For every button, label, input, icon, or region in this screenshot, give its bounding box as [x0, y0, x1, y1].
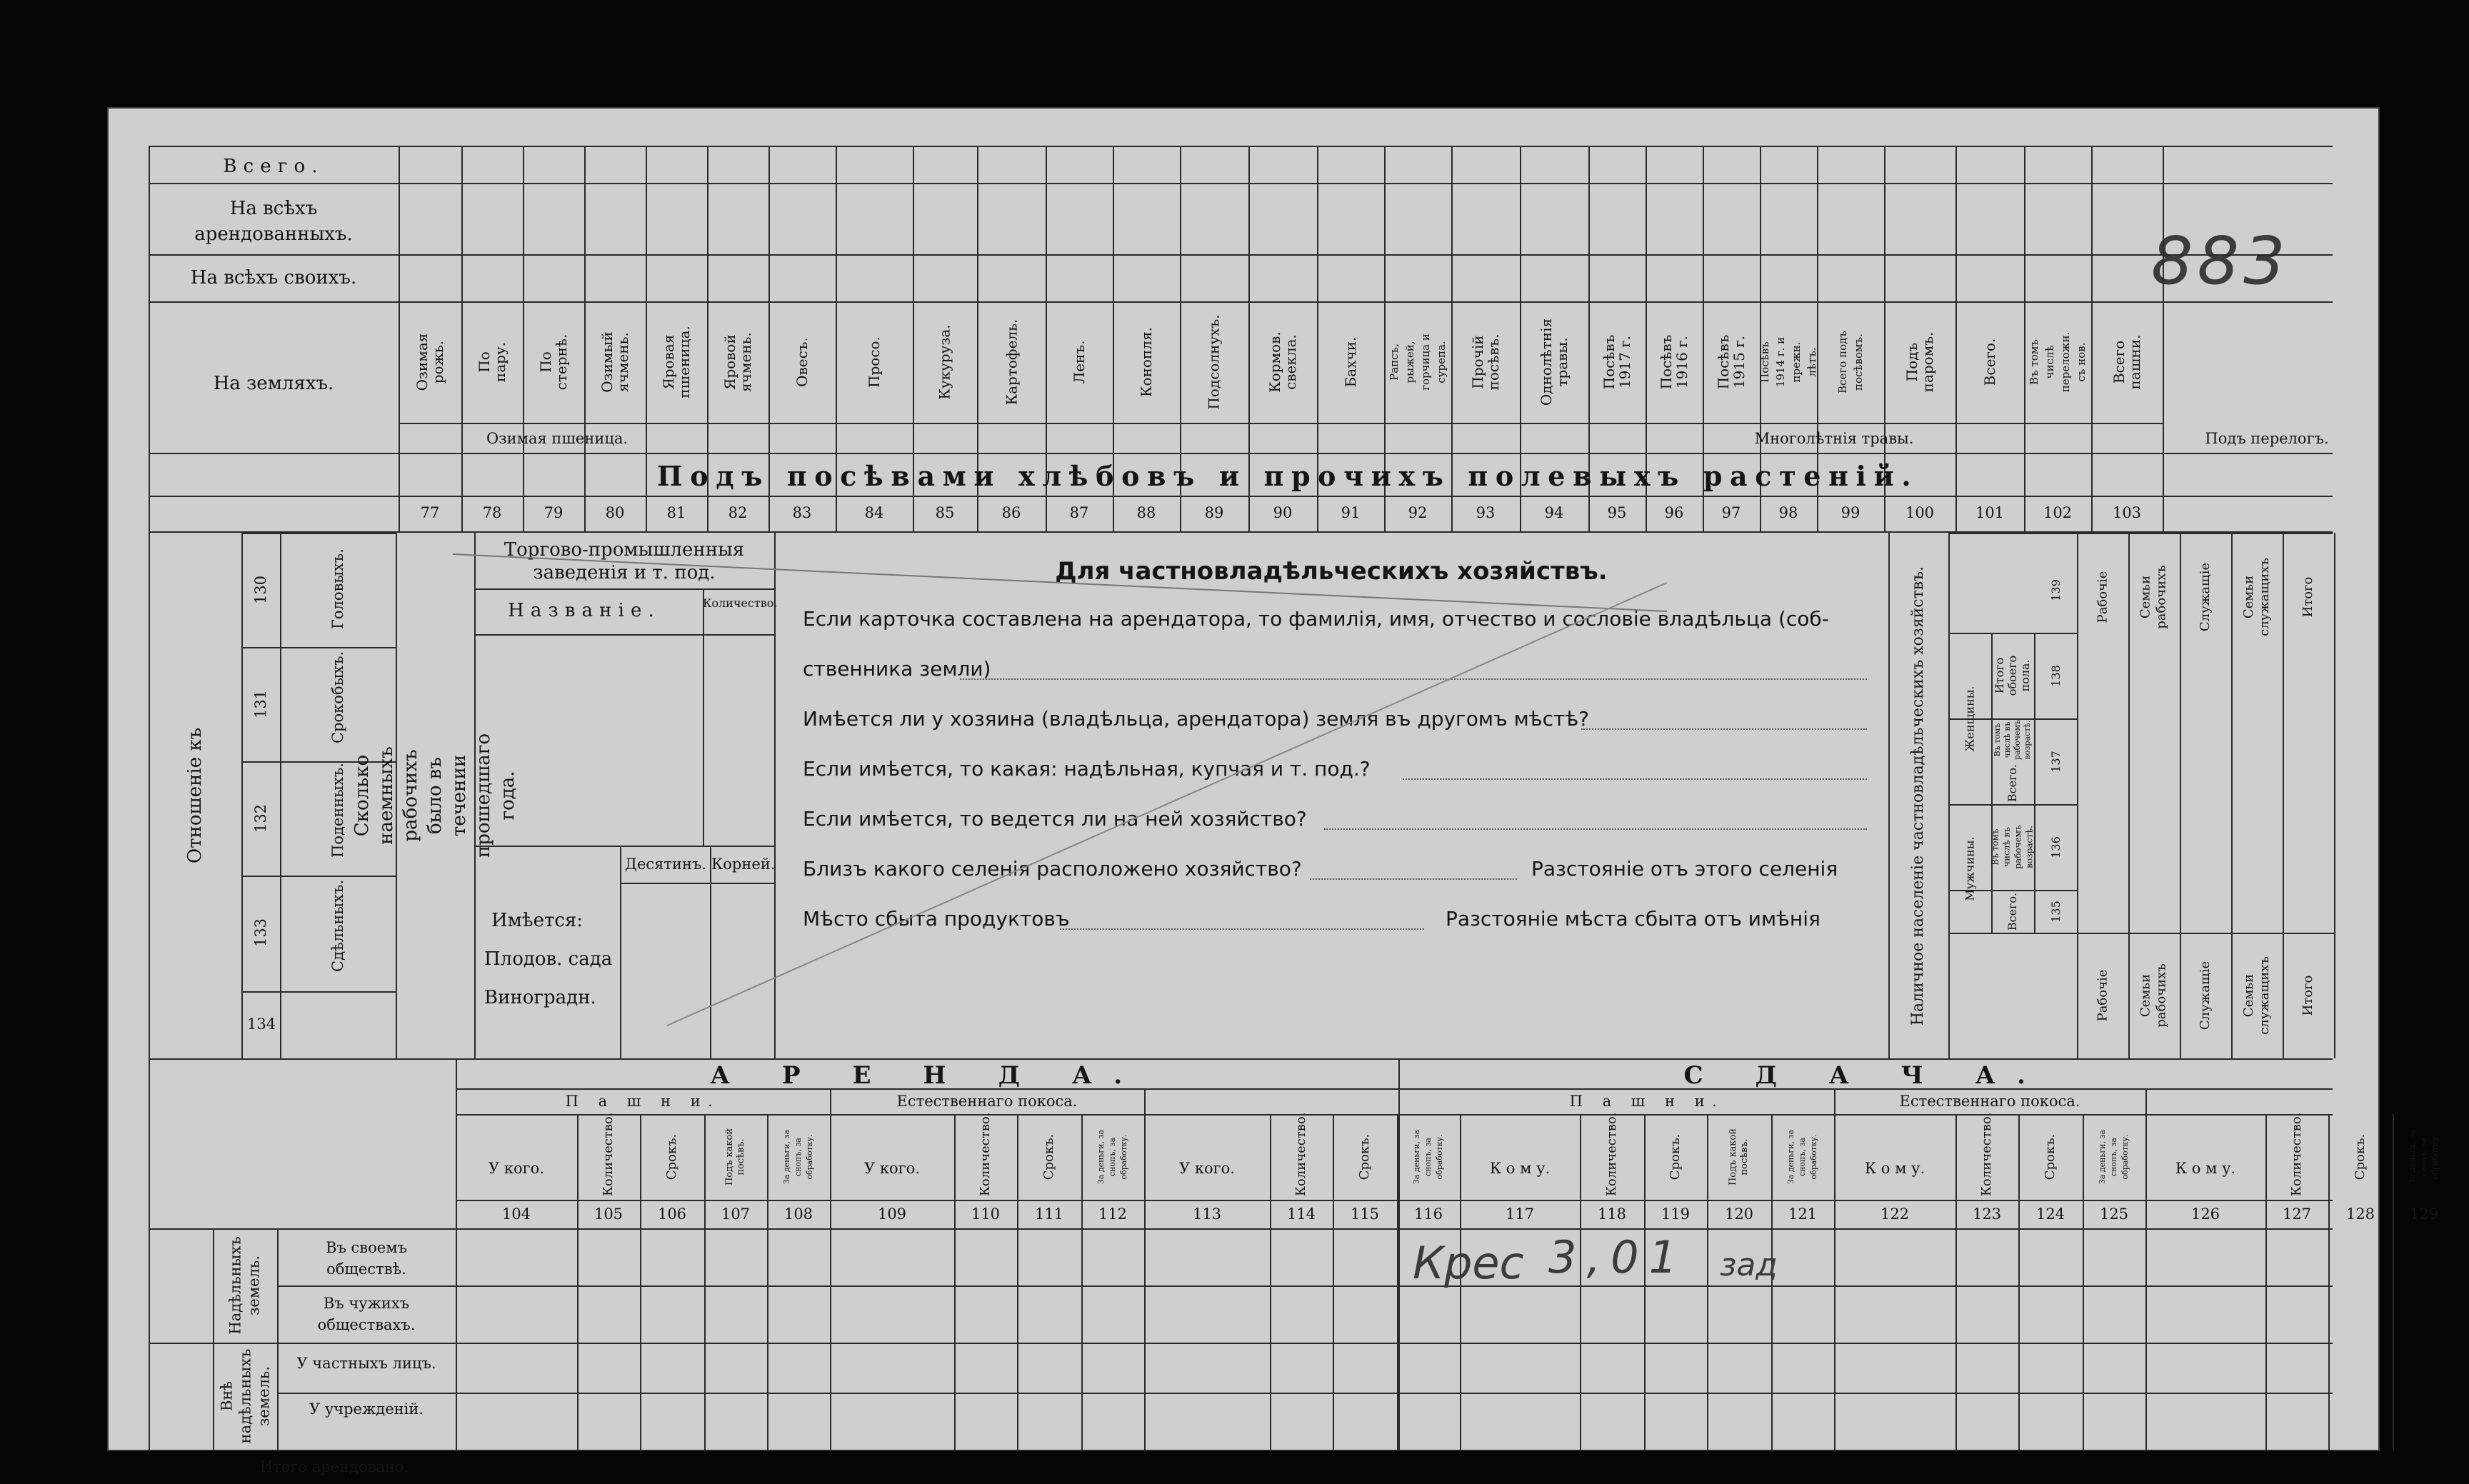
- crop-col-102-num: 102: [2043, 504, 2073, 521]
- crop-col-85-num: 85: [935, 504, 955, 521]
- crop-col-89-label: Подсолнухъ.: [1206, 314, 1223, 410]
- lease-col-128-label: Срокъ.: [2353, 1133, 2368, 1180]
- crop-col-103-num: 103: [2112, 504, 2142, 521]
- worker-col-131-label: Срокобыхъ.: [329, 651, 346, 743]
- crop-col-79-num: 79: [544, 504, 564, 521]
- lease-col-121-label: За деньги, за снопъ, за обработку.: [1786, 1129, 1818, 1185]
- lease-col-104-label: У кого.: [489, 1160, 544, 1177]
- trade-title: Торгово-промышленныя заведенія и т. под.: [504, 539, 745, 583]
- imeetsya-label: Имѣется:: [491, 910, 584, 931]
- lease-col-108-label: За деньги, за снопъ, за обработку.: [782, 1129, 814, 1185]
- crop-col-94-label: Однолѣтнія травы.: [1538, 318, 1571, 406]
- crop-col-83-label: Овесъ.: [793, 337, 811, 387]
- lease-col-106-num: 106: [657, 1205, 687, 1223]
- private-title: Для частновладѣльческихъ хозяйствъ.: [1055, 557, 1608, 586]
- row-chuzhih-obshchestvah: Въ чужихъ обществахъ.: [317, 1295, 416, 1333]
- lease-col-112-num: 112: [1098, 1205, 1128, 1223]
- pop-cat-bottom-2: Служащіе: [2198, 961, 2213, 1031]
- crop-col-88-label: Конопля.: [1138, 327, 1155, 397]
- worker-col-132-num: 132: [252, 803, 269, 833]
- lease-col-109-label: У кого.: [864, 1160, 920, 1177]
- lease-col-125-label: За деньги, за снопъ, за обработку.: [2098, 1129, 2130, 1185]
- muzh-label: Мужчины.: [1963, 836, 1977, 901]
- pop-cat-bottom-1: Семьи рабочихъ: [2138, 963, 2170, 1028]
- lease-col-117-label: К о м у.: [1489, 1160, 1551, 1177]
- lease-col-123-num: 123: [1972, 1205, 2002, 1223]
- crop-col-82-label: Яровой ячмень.: [721, 332, 754, 392]
- lease-col-110-label: Количество.: [978, 1112, 993, 1196]
- crop-col-90-num: 90: [1273, 504, 1293, 521]
- crop-col-77-label: Озимая рожь.: [414, 333, 446, 391]
- crop-col-103-label: Всего пашни.: [2110, 334, 2143, 390]
- lease-columns: [456, 1088, 2440, 1450]
- vtom-label-2: Въ томъ числѣ въ рабочемъ возрастѣ.: [1993, 719, 2032, 761]
- row-svoem-obshchestve: Въ своемъ обществѣ.: [326, 1239, 407, 1278]
- crop-col-78-num: 78: [482, 504, 502, 521]
- row-uchrezhdeniy: У учрежденій.: [309, 1400, 424, 1418]
- lease-col-129-num: 129: [2409, 1205, 2439, 1223]
- otnoshenie-label: Отношеніе къ: [184, 727, 206, 864]
- lease-col-108-num: 108: [783, 1205, 813, 1223]
- lease-col-125-num: 125: [2099, 1205, 2129, 1223]
- pop-cat-top-0: Рабочіе: [2095, 571, 2110, 623]
- lease-table: [149, 1060, 2440, 1475]
- row-arendovannyh: На всѣхъ арендованныхъ.: [194, 198, 353, 245]
- lease-col-124-num: 124: [2035, 1205, 2065, 1223]
- vne-nadelnyh-group: Внѣ надѣльныхъ земель.: [218, 1348, 273, 1444]
- crop-col-95-num: 95: [1607, 504, 1627, 521]
- lease-subheader-3: Естественнаго покоса.: [1899, 1093, 2080, 1110]
- crop-col-95-label: Посѣвъ 1917 г.: [1601, 334, 1633, 390]
- crop-col-94-num: 94: [1544, 504, 1564, 521]
- trade-qty-header: Количество.: [703, 596, 778, 610]
- crop-col-100-label: Подъ паромъ.: [1903, 331, 1936, 393]
- pop-num-135: 135: [2048, 900, 2063, 923]
- pop-num-136: 136: [2048, 836, 2063, 858]
- skolko-label: Сколько наемныхъ рабочихъ было въ течении прошедшаго года.: [351, 733, 519, 858]
- q5b: Разстояніе отъ этого селенія: [1531, 857, 1838, 881]
- crop-col-98-label: Посѣвъ 1914 г. и прежн. лѣтъ.: [1758, 336, 1818, 388]
- row-chastnyh-lits: У частныхъ лицъ.: [296, 1355, 436, 1372]
- lease-col-105-label: Количество.: [601, 1112, 616, 1196]
- lease-col-127-label: Количество.: [2289, 1112, 2304, 1196]
- lease-subheader-0: П а ш н и.: [565, 1093, 721, 1110]
- lease-col-127-num: 127: [2282, 1205, 2312, 1223]
- crop-col-97-num: 97: [1721, 504, 1741, 521]
- lease-col-124-label: Срокъ.: [2043, 1133, 2058, 1180]
- lease-col-122-label: К о м у.: [1864, 1160, 1925, 1177]
- lease-col-107-label: Подъ какой посѣвъ.: [724, 1128, 746, 1186]
- crop-col-81-label: Яровая пшеница.: [660, 326, 693, 398]
- diagonal-stroke: [453, 554, 1667, 1026]
- worker-col-130-label: Головыхъ.: [329, 548, 346, 629]
- lease-col-120-num: 120: [1724, 1205, 1754, 1223]
- row-vsego: Всего.: [223, 156, 324, 177]
- crop-col-91-label: Бахчи.: [1342, 336, 1359, 388]
- entry-komu-handwritten: Крес: [1413, 1237, 1524, 1289]
- lease-col-126-num: 126: [2190, 1205, 2220, 1223]
- crop-col-89-num: 89: [1204, 504, 1224, 521]
- card-number-handwritten: 883: [2151, 223, 2290, 299]
- lease-col-115-label: Срокъ.: [1357, 1133, 1372, 1180]
- census-card: [107, 107, 2440, 1475]
- vtom-label-1: Въ томъ числѣ въ рабочемъ возрастѣ.: [1990, 825, 2035, 869]
- lease-col-114-num: 114: [1286, 1205, 1316, 1223]
- lease-col-112-label: За деньги, за снопъ, за обработку.: [1096, 1129, 1128, 1185]
- lease-subheader-2: П а ш н и.: [1569, 1093, 1725, 1110]
- crop-col-90-label: Кормов. свекла.: [1266, 331, 1299, 393]
- q6b: Разстояніе мѣста сбыта отъ имѣнія: [1446, 907, 1821, 931]
- crop-col-81-num: 81: [666, 504, 686, 521]
- crop-col-86-num: 86: [1001, 504, 1021, 521]
- vsego-label-1: Всего.: [2005, 892, 2020, 931]
- crop-col-97-label: Посѣвъ 1915 г.: [1715, 334, 1748, 390]
- row-itogo-arendovano: Итого арендовано.: [259, 1458, 409, 1475]
- q1a: Если карточка составлена на арендатора, то фамилія, имя, отчество и сословіе владѣльца (соб-: [803, 607, 1829, 631]
- crop-col-93-label: Прочій посѣвъ.: [1469, 334, 1502, 391]
- pop-cat-bottom-4: Итого: [2300, 975, 2315, 1016]
- crop-col-99-label: Всего подъ посѣвомъ.: [1836, 331, 1865, 393]
- lease-col-119-num: 119: [1661, 1205, 1691, 1223]
- desyatin-header: Десятинъ.: [624, 856, 707, 873]
- crop-col-86-label: Картофель.: [1003, 319, 1021, 406]
- lease-col-105-num: 105: [594, 1205, 623, 1223]
- pop-cat-bottom-0: Рабочіе: [2095, 969, 2110, 1022]
- population-title: Наличное населеніе частновладѣльческихъ хозяйствъ.: [1909, 566, 1928, 1026]
- entry-qty-handwritten: 3,01: [1548, 1231, 1688, 1283]
- lease-col-113-label: У кого.: [1179, 1160, 1235, 1177]
- lease-col-109-num: 109: [877, 1205, 907, 1223]
- lease-col-104-num: 104: [501, 1205, 531, 1223]
- lease-col-111-label: Срокъ.: [1041, 1133, 1056, 1180]
- worker-col-131-num: 131: [252, 689, 269, 719]
- q5: Близъ какого селенія расположено хозяйство?: [803, 857, 1302, 881]
- pop-num-138: 138: [2048, 664, 2063, 687]
- lease-col-129-label: За деньги, за снопъ, за обработку.: [2408, 1129, 2440, 1185]
- row-na-zemlyah: На земляхъ.: [213, 373, 334, 394]
- crop-col-84-label: Просо.: [866, 336, 883, 388]
- lease-col-122-num: 122: [1880, 1205, 1910, 1223]
- crop-col-92-num: 92: [1408, 504, 1428, 521]
- crop-col-80-num: 80: [605, 504, 625, 521]
- posevy-band: Подъ посѣвами хлѣбовъ и прочихъ полевыхъ растеній.: [656, 460, 1919, 492]
- zhen-label: Женщины.: [1963, 685, 1977, 752]
- lease-col-114-label: Количество.: [1293, 1112, 1308, 1196]
- crop-col-79-label: По стернѣ.: [537, 334, 570, 391]
- mnogolet-subheader: Многолѣтнія травы.: [1754, 430, 1914, 447]
- crop-col-100-num: 100: [1905, 504, 1935, 521]
- lease-col-116-num: 116: [1413, 1205, 1443, 1223]
- q1b: ственника земли): [803, 657, 991, 681]
- crop-col-88-num: 88: [1136, 504, 1156, 521]
- vinograd-label: Виноградн.: [484, 987, 596, 1008]
- pop-num-137: 137: [2048, 750, 2063, 773]
- middle-section: [149, 533, 2333, 1060]
- crop-col-93-num: 93: [1476, 504, 1496, 521]
- lease-subheader-1: Естественнаго покоса.: [896, 1093, 1078, 1110]
- q4: Если имѣется, то ведется ли на ней хозяйство?: [803, 807, 1307, 831]
- lease-col-120-label: Подъ какой посѣвъ.: [1728, 1128, 1750, 1186]
- q3: Если имѣется, то какая: надѣльная, купчая и т. под.?: [803, 757, 1371, 781]
- entry-term-handwritten: зад: [1720, 1247, 1778, 1283]
- q6: Мѣсто сбыта продуктовъ: [803, 907, 1070, 931]
- pop-cat-top-4: Итого: [2300, 576, 2315, 618]
- num-134: 134: [247, 1016, 276, 1033]
- crop-col-82-num: 82: [728, 504, 748, 521]
- lease-col-118-num: 118: [1597, 1205, 1627, 1223]
- pop-cat-top-2: Служащіе: [2198, 562, 2213, 632]
- lease-col-111-num: 111: [1034, 1205, 1064, 1223]
- worker-col-133-num: 133: [252, 918, 269, 948]
- pop-cat-top-1: Семьи рабочихъ: [2138, 565, 2170, 629]
- crop-col-83-num: 83: [792, 504, 812, 521]
- lease-col-107-num: 107: [721, 1205, 751, 1223]
- pop-cat-bottom-3: Семьи служащихъ: [2241, 956, 2273, 1035]
- q2: Имѣется ли у хозяина (владѣльца, арендатора) земля въ другомъ мѣстѣ?: [803, 707, 1589, 731]
- lease-col-113-num: 113: [1192, 1205, 1222, 1223]
- worker-col-130-num: 130: [252, 575, 269, 605]
- private-questions: [774, 533, 1888, 1058]
- lease-col-121-num: 121: [1788, 1205, 1818, 1223]
- itogo-obojego-label: Итого обоего пола.: [1993, 655, 2032, 696]
- crop-col-87-num: 87: [1069, 504, 1089, 521]
- crop-col-87-label: Ленъ.: [1071, 340, 1088, 384]
- lease-col-117-num: 117: [1505, 1205, 1535, 1223]
- perelog-subheader: Подъ перелогъ.: [2205, 430, 2329, 447]
- crop-table: [149, 146, 2333, 533]
- lease-col-115-num: 115: [1350, 1205, 1380, 1223]
- crop-col-101-num: 101: [1975, 504, 2005, 521]
- crop-col-84-num: 84: [864, 504, 884, 521]
- worker-col-133-label: Сдѣльныхъ.: [329, 879, 346, 972]
- sad-label: Плодов. сада: [484, 948, 613, 970]
- pop-cat-top-3: Семьи служащихъ: [2241, 558, 2273, 636]
- crop-col-101-label: Всего.: [1981, 338, 1998, 386]
- crop-col-102-label: Въ томъ числѣ переложн. съ нов.: [2028, 331, 2088, 393]
- sdacha-title: С Д А Ч А.: [1683, 1061, 2048, 1090]
- crop-col-78-label: По пару.: [476, 341, 509, 383]
- nadelnyh-group: Надѣльныхъ земель.: [227, 1236, 263, 1335]
- crop-col-99-num: 99: [1841, 504, 1860, 521]
- lease-col-106-label: Срокъ.: [664, 1133, 679, 1180]
- lease-col-116-label: За деньги, за снопъ, за обработку.: [1412, 1129, 1444, 1185]
- crop-col-77-num: 77: [420, 504, 440, 521]
- worker-col-132-label: Поденныхъ.: [329, 763, 346, 858]
- ozimaya-subheader: Озимая пшеница.: [486, 430, 628, 447]
- population-grid: [1948, 533, 2333, 1058]
- crop-col-91-num: 91: [1341, 504, 1361, 521]
- crop-col-85-label: Кукуруза.: [936, 324, 953, 400]
- vsego-label-2: Всего.: [2005, 763, 2020, 802]
- lease-col-119-label: Срокъ.: [1668, 1133, 1683, 1180]
- row-svoih: На всѣхъ своихъ.: [190, 267, 357, 289]
- crop-col-80-label: Озимый ячмень.: [599, 331, 631, 393]
- crop-col-96-label: Посѣвъ 1916 г.: [1658, 334, 1691, 390]
- trade-name-header: Названіе.: [508, 600, 661, 621]
- arenda-title: А Р Е Н Д А.: [710, 1061, 1144, 1090]
- crop-col-98-num: 98: [1778, 504, 1798, 521]
- lease-col-128-num: 128: [2345, 1205, 2375, 1223]
- lease-col-118-label: Количество.: [1604, 1112, 1619, 1196]
- crop-col-92-label: Рапсъ, рыжей, горчица и сурепа.: [1388, 334, 1448, 391]
- lease-col-126-label: К о м у.: [2175, 1160, 2236, 1177]
- lease-col-123-label: Количество.: [1979, 1112, 1994, 1196]
- crop-col-96-num: 96: [1664, 504, 1684, 521]
- pop-num-139: 139: [2048, 578, 2063, 601]
- lease-col-110-num: 110: [971, 1205, 1001, 1223]
- korney-header: Корней.: [711, 856, 776, 873]
